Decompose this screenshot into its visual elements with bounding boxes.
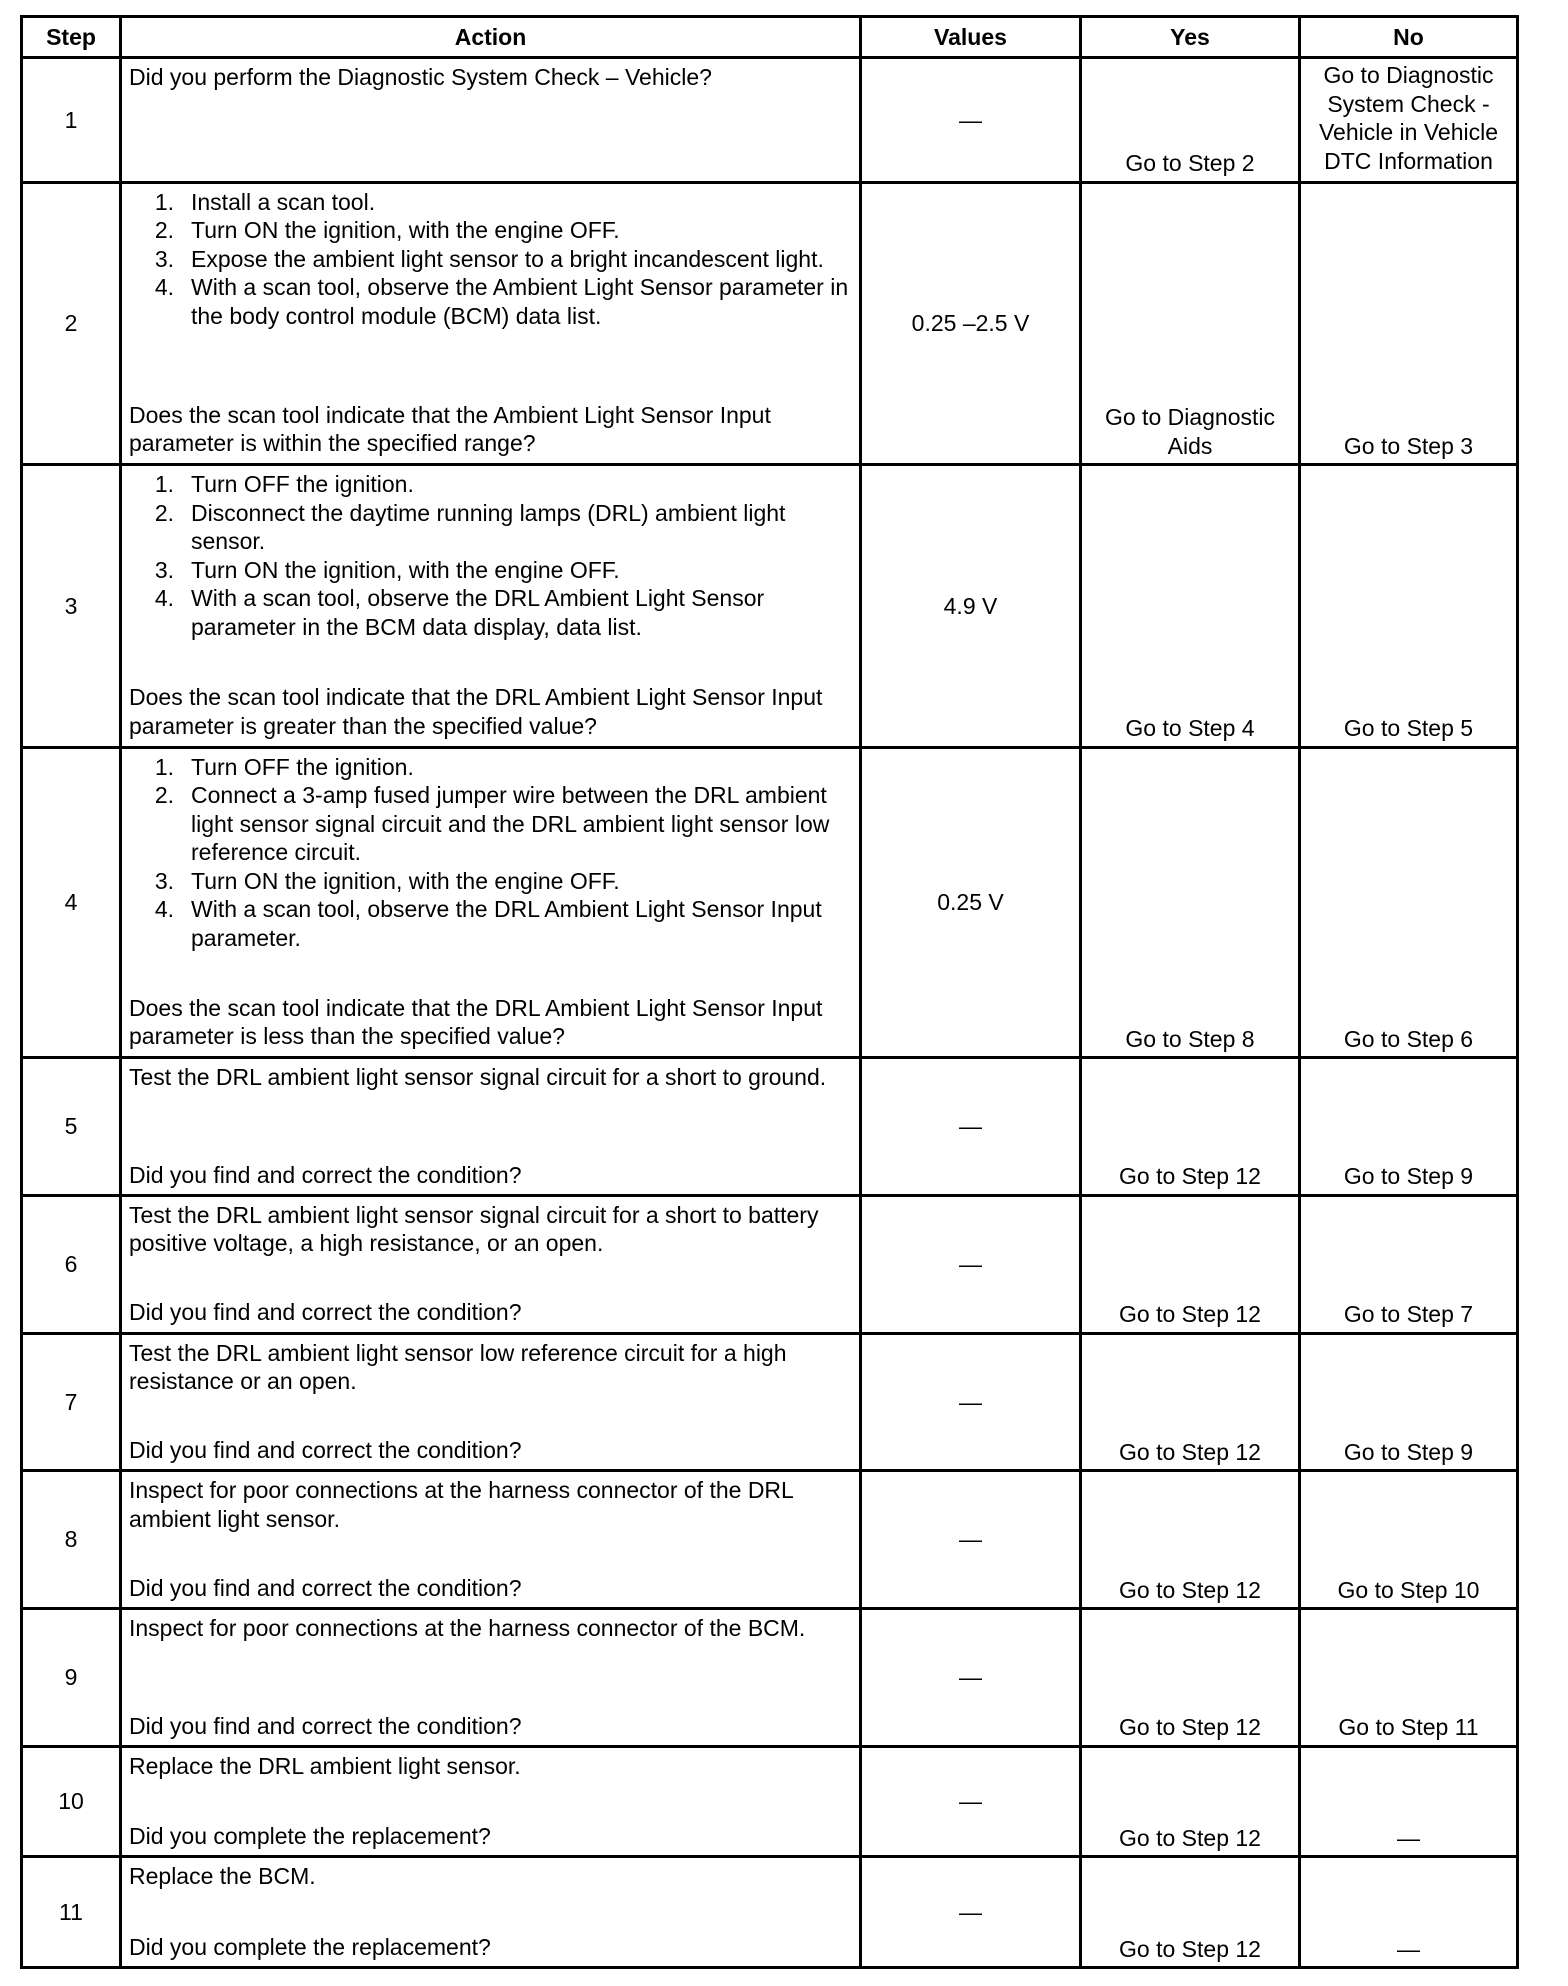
substep-list [129, 753, 855, 953]
substep-number: 2. [154, 499, 174, 526]
substep-text: Connect a 3-amp fused jumper wire between the DRL ambient light sensor signal circuit and the DRL ambient light sensor low reference circuit. [191, 782, 830, 866]
substep-number: 4. [154, 896, 174, 923]
action-cell [121, 1609, 861, 1747]
action-text: Replace the DRL ambient light sensor. [129, 1752, 521, 1779]
substep-number: 4. [154, 585, 174, 612]
action-question: Did you find and correct the condition? [129, 1574, 522, 1601]
step-number: 1 [22, 58, 121, 183]
header-step: Step [22, 17, 121, 58]
substep-number: 3. [154, 556, 174, 583]
substep-number: 3. [154, 245, 174, 272]
table-row [22, 1746, 1518, 1857]
action-cell [121, 1058, 861, 1196]
no-action: Go to Step 3 [1300, 182, 1518, 464]
substep-list [129, 470, 855, 641]
spec-value: — [861, 1471, 1081, 1609]
list-item [129, 753, 855, 782]
step-number: 8 [22, 1471, 121, 1609]
substep-text: Turn OFF the ignition. [191, 471, 414, 498]
list-item [129, 273, 855, 330]
action-cell [121, 58, 861, 183]
no-action: Go to Step 11 [1300, 1609, 1518, 1747]
yes-action: Go to Step 12 [1081, 1195, 1300, 1333]
action-text: Test the DRL ambient light sensor signal circuit for a short to ground. [129, 1064, 827, 1091]
spec-value: — [861, 1333, 1081, 1471]
spec-value: — [861, 1857, 1081, 1968]
header-no: No [1300, 17, 1518, 58]
step-number: 7 [22, 1333, 121, 1471]
action-cell [121, 747, 861, 1058]
table-row [22, 58, 1518, 183]
action-cell [121, 1195, 861, 1333]
no-action: Go to Step 10 [1300, 1471, 1518, 1609]
action-cell [121, 182, 861, 464]
table-row [22, 182, 1518, 464]
substep-text: Turn OFF the ignition. [191, 753, 414, 780]
table-row [22, 465, 1518, 747]
no-action: Go to Step 9 [1300, 1333, 1518, 1471]
no-action: Go to Step 7 [1300, 1195, 1518, 1333]
step-number: 3 [22, 465, 121, 747]
spec-value: — [861, 58, 1081, 183]
action-text: Replace the BCM. [129, 1863, 316, 1890]
table-row [22, 1857, 1518, 1968]
substep-text: Install a scan tool. [191, 188, 376, 215]
step-number: 2 [22, 182, 121, 464]
list-item [129, 188, 855, 217]
substep-number: 3. [154, 867, 174, 894]
action-text: Inspect for poor connections at the harness connector of the BCM. [129, 1615, 806, 1642]
table-row [22, 747, 1518, 1058]
header-values: Values [861, 17, 1081, 58]
substep-text: Turn ON the ignition, with the engine OFF. [191, 217, 620, 244]
action-question: Does the scan tool indicate that the Ambient Light Sensor Input parameter is within the specified range? [129, 401, 771, 457]
no-action: Go to Step 5 [1300, 465, 1518, 747]
spec-value: — [861, 1058, 1081, 1196]
substep-number: 1. [154, 188, 174, 215]
action-question: Did you find and correct the condition? [129, 1437, 522, 1464]
table-row [22, 1195, 1518, 1333]
yes-action: Go to Step 12 [1081, 1058, 1300, 1196]
spec-value: 0.25 V [861, 747, 1081, 1058]
substep-text: Disconnect the daytime running lamps (DRL) ambient light sensor. [191, 499, 786, 555]
step-number: 4 [22, 747, 121, 1058]
list-item [129, 556, 855, 585]
list-item [129, 470, 855, 499]
action-text: Test the DRL ambient light sensor low reference circuit for a high resistance or an open. [129, 1339, 787, 1395]
action-question: Did you complete the replacement? [129, 1933, 491, 1960]
action-question: Does the scan tool indicate that the DRL Ambient Light Sensor Input parameter is less than the specified value? [129, 994, 823, 1050]
action-cell [121, 1857, 861, 1968]
action-text: Did you perform the Diagnostic System Check – Vehicle? [129, 64, 712, 90]
list-item [129, 245, 855, 274]
yes-action: Go to Diagnostic Aids [1081, 182, 1300, 464]
no-action: Go to Step 6 [1300, 747, 1518, 1058]
substep-number: 1. [154, 471, 174, 498]
yes-action: Go to Step 4 [1081, 465, 1300, 747]
action-cell [121, 1333, 861, 1471]
diagnostic-table [20, 15, 1519, 1969]
action-cell [121, 465, 861, 747]
substep-text: Turn ON the ignition, with the engine OFF. [191, 867, 620, 894]
substep-text: Expose the ambient light sensor to a bright incandescent light. [191, 245, 824, 272]
header-row [22, 17, 1518, 58]
list-item [129, 895, 855, 952]
spec-value: 4.9 V [861, 465, 1081, 747]
yes-action: Go to Step 12 [1081, 1857, 1300, 1968]
substep-list [129, 188, 855, 331]
substep-text: With a scan tool, observe the DRL Ambient Light Sensor Input parameter. [191, 896, 822, 951]
yes-action: Go to Step 12 [1081, 1746, 1300, 1857]
action-question: Did you complete the replacement? [129, 1823, 491, 1850]
list-item [129, 781, 855, 867]
table-row [22, 1471, 1518, 1609]
step-number: 5 [22, 1058, 121, 1196]
substep-number: 4. [154, 274, 174, 301]
header-yes: Yes [1081, 17, 1300, 58]
no-action: Go to Step 9 [1300, 1058, 1518, 1196]
header-action: Action [121, 17, 861, 58]
yes-action: Go to Step 2 [1081, 58, 1300, 183]
spec-value: — [861, 1609, 1081, 1747]
list-item [129, 867, 855, 896]
action-question: Did you find and correct the condition? [129, 1299, 522, 1326]
table-row [22, 1058, 1518, 1196]
table-row [22, 1333, 1518, 1471]
list-item [129, 499, 855, 556]
spec-value: 0.25 –2.5 V [861, 182, 1081, 464]
spec-value: — [861, 1195, 1081, 1333]
substep-text: With a scan tool, observe the Ambient Light Sensor parameter in the body control module (BCM) data list. [191, 274, 849, 329]
substep-text: With a scan tool, observe the DRL Ambient Light Sensor parameter in the BCM data display, data list. [191, 585, 765, 640]
step-number: 10 [22, 1746, 121, 1857]
spec-value: — [861, 1746, 1081, 1857]
step-number: 9 [22, 1609, 121, 1747]
action-text: Inspect for poor connections at the harness connector of the DRL ambient light sensor. [129, 1477, 793, 1532]
action-question: Does the scan tool indicate that the DRL Ambient Light Sensor Input parameter is greater than the specified value? [129, 684, 823, 739]
action-cell [121, 1746, 861, 1857]
yes-action: Go to Step 12 [1081, 1333, 1300, 1471]
substep-number: 1. [154, 753, 174, 780]
yes-action: Go to Step 12 [1081, 1609, 1300, 1747]
list-item [129, 216, 855, 245]
list-item [129, 584, 855, 641]
substep-number: 2. [154, 782, 174, 809]
yes-action: Go to Step 12 [1081, 1471, 1300, 1609]
no-action: — [1300, 1746, 1518, 1857]
substep-number: 2. [154, 217, 174, 244]
yes-action: Go to Step 8 [1081, 747, 1300, 1058]
action-cell [121, 1471, 861, 1609]
step-number: 6 [22, 1195, 121, 1333]
step-number: 11 [22, 1857, 121, 1968]
no-action: — [1300, 1857, 1518, 1968]
no-action: Go to Diagnostic System Check - Vehicle in Vehicle DTC Information [1300, 58, 1518, 183]
substep-text: Turn ON the ignition, with the engine OFF. [191, 556, 620, 583]
action-text: Test the DRL ambient light sensor signal circuit for a short to battery positive voltage, a high resistance, or an open. [129, 1201, 819, 1257]
table-row [22, 1609, 1518, 1747]
action-question: Did you find and correct the condition? [129, 1712, 522, 1739]
action-question: Did you find and correct the condition? [129, 1161, 522, 1188]
